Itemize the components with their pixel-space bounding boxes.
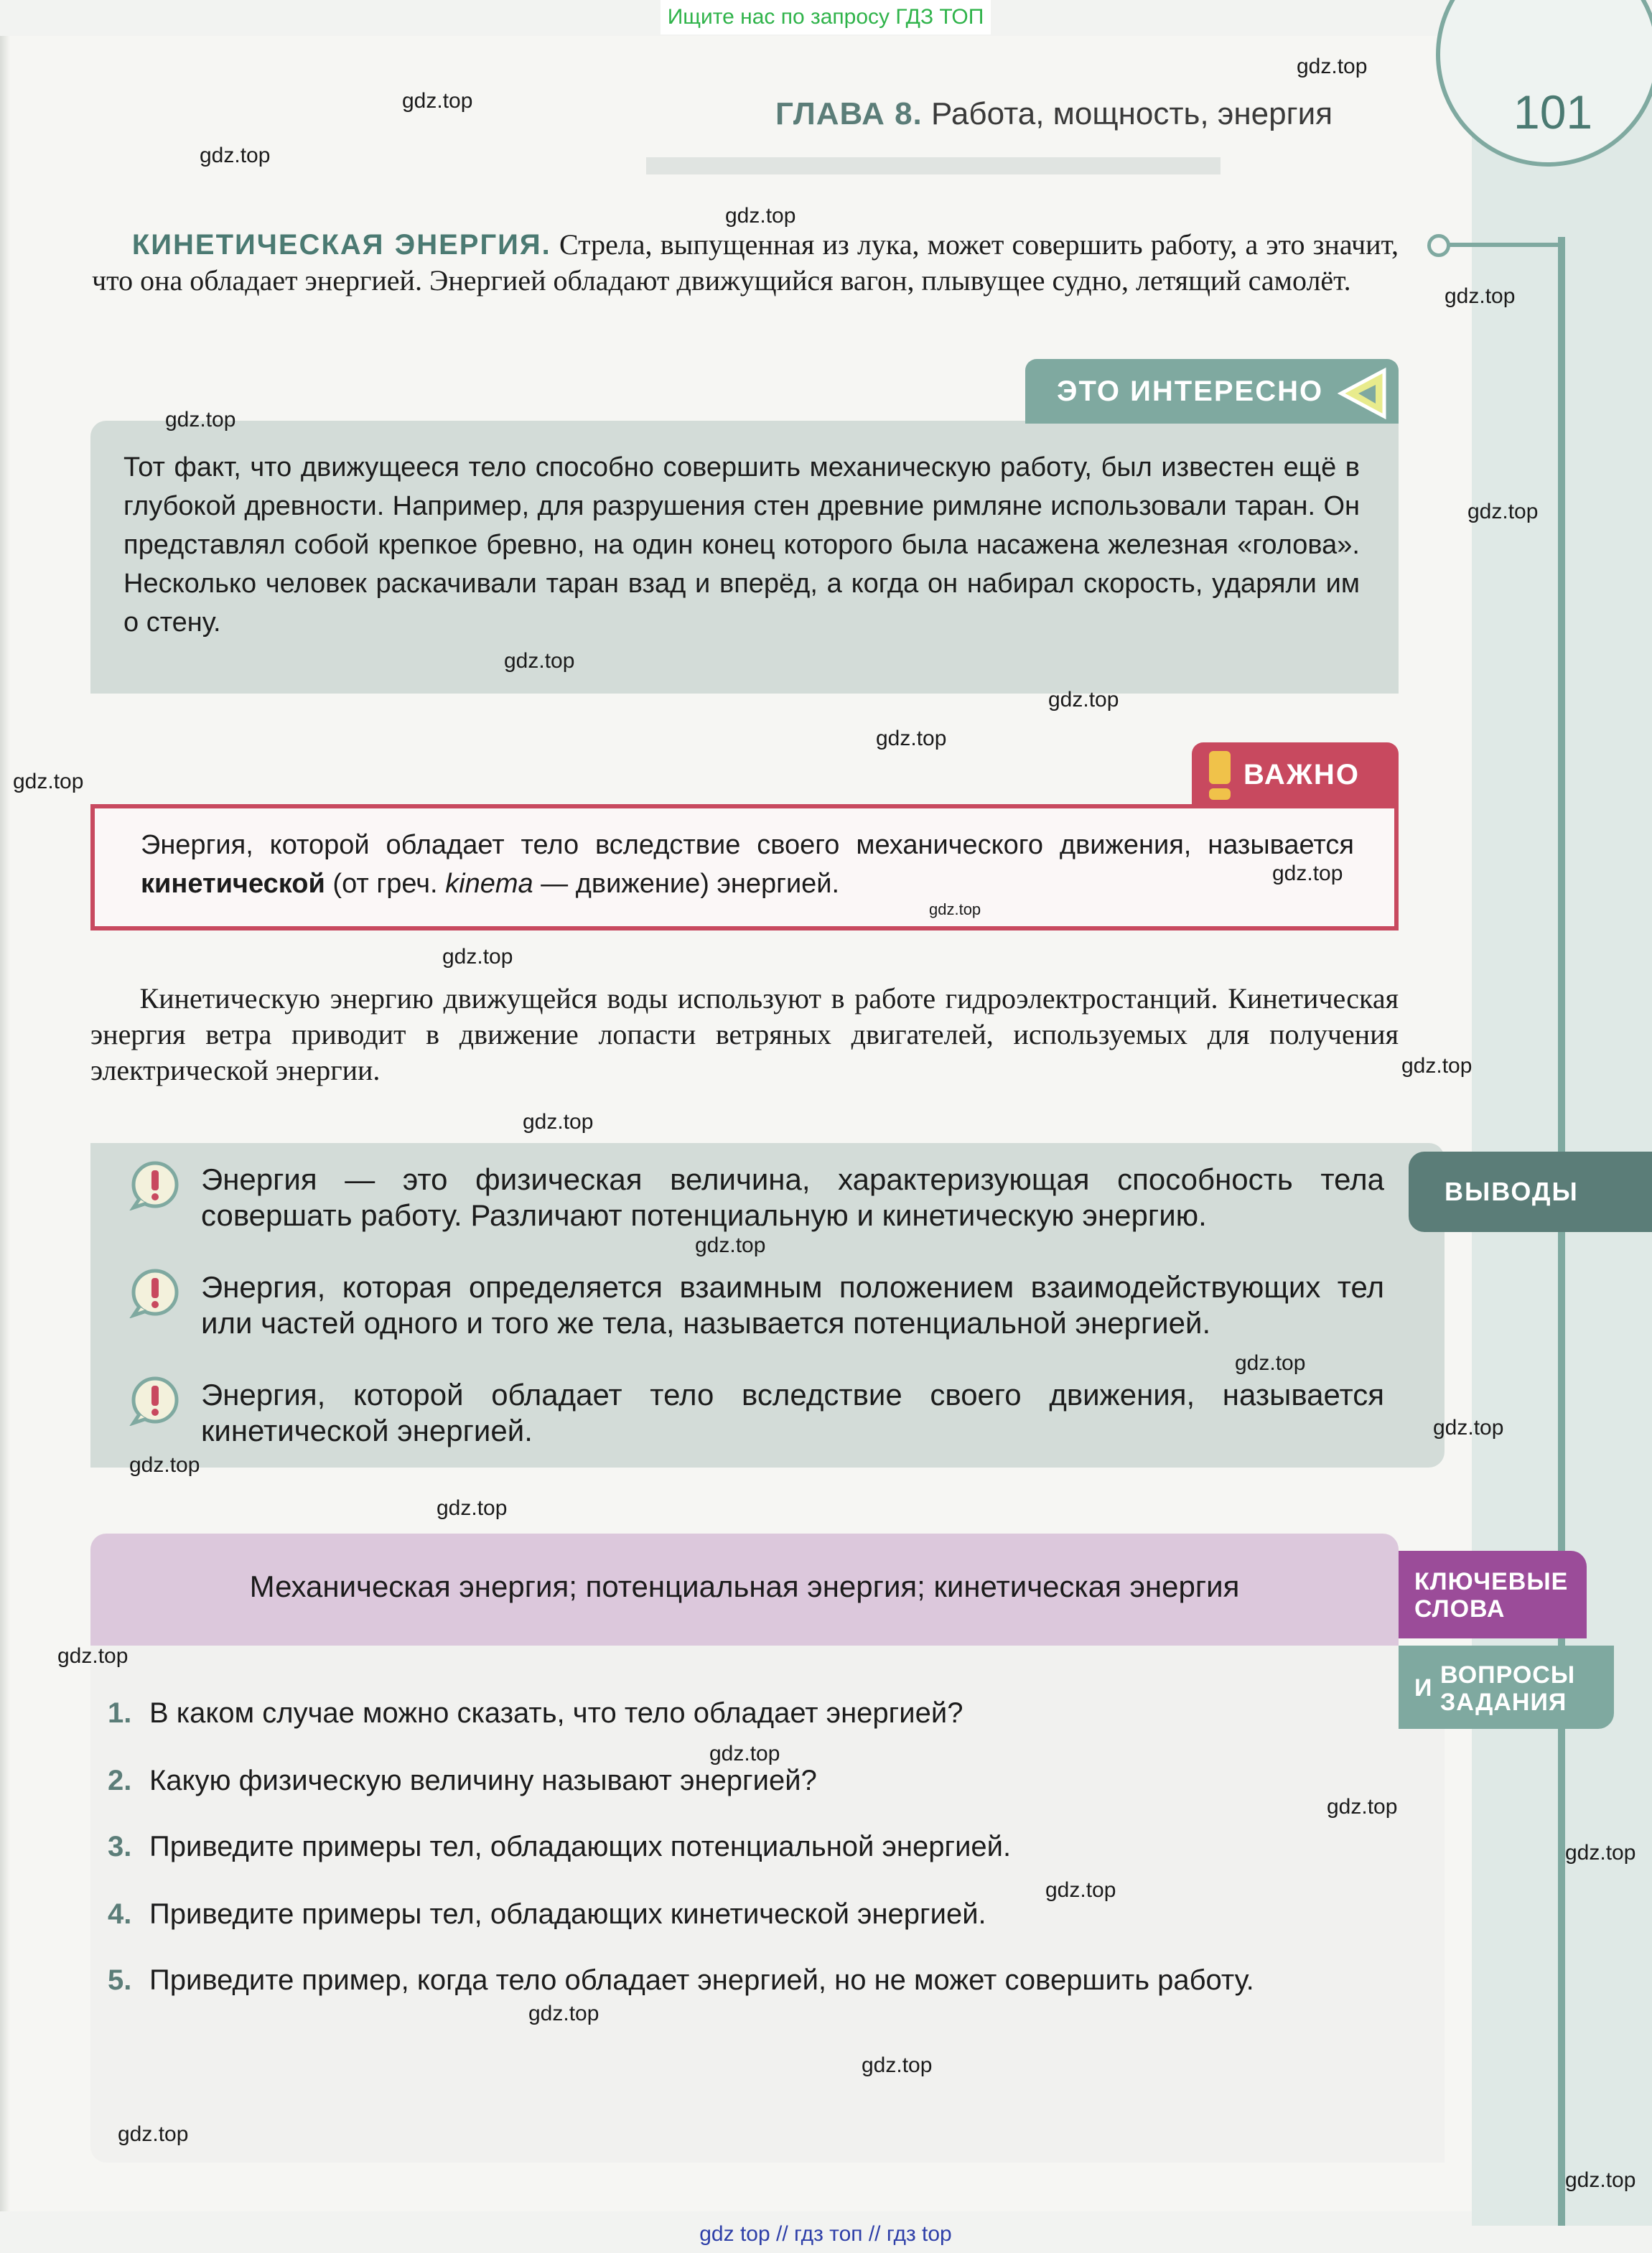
watermark: gdz.top xyxy=(1235,1351,1306,1375)
conclusion-item-3 xyxy=(129,1377,1384,1449)
important-tab-label: ВАЖНО xyxy=(1243,758,1360,790)
watermark: gdz.top xyxy=(1401,1054,1473,1078)
important-greek: kinema xyxy=(445,869,533,899)
question-text: Какую физическую величину называют энергией? xyxy=(149,1765,817,1796)
conclusion-item-2 xyxy=(129,1269,1384,1341)
watermark: gdz.top xyxy=(200,144,271,167)
watermark: gdz.top xyxy=(504,649,575,673)
keywords-tab-line2: СЛОВА xyxy=(1414,1595,1506,1623)
important-tab xyxy=(1192,742,1399,807)
conclusion-text-1: Энергия — это физическая величина, характеризующая способность тела совершать работу. Различают потенциальную и кинетическую энергию. xyxy=(201,1162,1384,1232)
important-text-middle: (от греч. xyxy=(325,869,446,899)
question-item-2 xyxy=(108,1760,1400,1801)
chapter-title: Работа, мощность, энергия xyxy=(931,96,1333,131)
watermark: gdz.top xyxy=(1467,500,1539,523)
top-banner[interactable]: Ищите нас по запросу ГДЗ ТОП xyxy=(661,0,991,34)
intro-heading: КИНЕТИЧЕСКАЯ ЭНЕРГИЯ. xyxy=(131,229,551,261)
question-text: В каком случае можно сказать, что тело обладает энергией? xyxy=(149,1697,963,1729)
watermark: gdz.top xyxy=(695,1233,766,1257)
intro-text: Стрела, выпущенная из лука, может совершить работу, а это значит, что она обладает энергией. Энергией обладают движущийся вагон, плывущее судно, летящий самолёт. xyxy=(92,228,1399,297)
watermark: gdz.top xyxy=(528,2002,599,2025)
watermark: gdz.top xyxy=(402,89,473,113)
conclusion-text-3: Энергия, которой обладает тело вследствие своего движения, называется кинетической энергией. xyxy=(201,1378,1384,1447)
important-text-after: — движение) энергией. xyxy=(533,869,840,899)
exclamation-bubble-icon xyxy=(129,1159,181,1211)
watermark: gdz.top xyxy=(1445,284,1516,308)
exclamation-icon xyxy=(1206,750,1235,801)
questions-tab xyxy=(1399,1646,1614,1729)
watermark: gdz.top xyxy=(1272,862,1343,885)
side-connector-dot xyxy=(1427,234,1450,257)
conclusion-item-1 xyxy=(129,1162,1384,1233)
questions-tab-words xyxy=(1440,1661,1575,1716)
paragraph-2 xyxy=(90,981,1399,1088)
conclusion-text-2: Энергия, которая определяется взаимным положением взаимодействующих тел или частей одного и того же тела, называется потенциальной энергией. xyxy=(201,1270,1384,1340)
watermark: gdz.top xyxy=(13,770,84,793)
question-item-5 xyxy=(108,1960,1400,2000)
side-connector-line xyxy=(1446,243,1561,247)
page-gutter-shadow xyxy=(0,36,10,2211)
question-text: Приведите примеры тел, обладающих кинетической энергией. xyxy=(149,1898,986,1930)
watermark: gdz.top xyxy=(876,727,947,750)
question-number: 4. xyxy=(108,1898,132,1930)
watermark: gdz.top xyxy=(1565,2168,1636,2192)
interesting-text: Тот факт, что движущееся тело способно совершить механическую работу, был известен ещё в глубокой древности. Например, для разрушения стен древние римляне использовали таран. Он представлял собой крепкое бревно, на один конец которого была насажена железная «голова». Несколько человек раскачивали таран взад и вперёд, а когда он набирал скорость, ударяли им о стену. xyxy=(123,452,1360,638)
question-number: 3. xyxy=(108,1831,132,1862)
bottom-banner[interactable]: gdz top // гдз топ // гдз top xyxy=(699,2222,952,2246)
questions-tab-line1: ВОПРОСЫ xyxy=(1440,1661,1576,1689)
intro-paragraph xyxy=(92,227,1399,299)
watermark: gdz.top xyxy=(1297,55,1368,78)
chapter-header xyxy=(775,96,1333,132)
keywords-tab xyxy=(1399,1551,1587,1638)
question-number: 5. xyxy=(108,1964,132,1996)
show-through-heading: ▬▬▬▬▬▬▬▬▬▬ xyxy=(646,123,1221,187)
important-text-before: Энергия, которой обладает тело вследствие своего механического движения, называется xyxy=(141,830,1354,860)
interesting-tab xyxy=(1025,359,1399,424)
watermark: gdz.top xyxy=(57,1644,129,1668)
conclusions-tab: ВЫВОДЫ xyxy=(1409,1152,1652,1232)
important-term: кинетической xyxy=(141,869,325,899)
watermark: gdz.top xyxy=(709,1742,780,1765)
watermark: gdz.top xyxy=(523,1110,594,1134)
watermark: gdz.top xyxy=(1327,1795,1398,1819)
watermark: gdz.top xyxy=(1565,1841,1636,1865)
triangle-icon xyxy=(1337,365,1391,419)
keywords-text: Механическая энергия; потенциальная энергия; кинетическая энергия xyxy=(249,1569,1240,1603)
watermark: gdz.top xyxy=(862,2053,933,2077)
questions-tab-line2: ЗАДАНИЯ xyxy=(1440,1689,1567,1716)
important-text xyxy=(141,826,1354,903)
page-number: 101 xyxy=(1513,85,1593,139)
exclamation-bubble-icon xyxy=(129,1374,181,1426)
chapter-label: ГЛАВА 8. xyxy=(775,96,923,131)
questions-tab-and: И xyxy=(1414,1674,1433,1702)
question-item-1 xyxy=(108,1693,1400,1733)
watermark: gdz.top xyxy=(437,1496,508,1520)
question-text: Приведите примеры тел, обладающих потенциальной энергией. xyxy=(149,1831,1012,1862)
question-number: 2. xyxy=(108,1765,132,1796)
watermark: gdz.top xyxy=(1045,1878,1116,1902)
watermark: gdz.top xyxy=(1048,688,1119,712)
watermark: gdz.top xyxy=(129,1453,200,1477)
question-item-4 xyxy=(108,1894,1400,1934)
exclamation-bubble-icon xyxy=(129,1267,181,1318)
question-number: 1. xyxy=(108,1697,132,1729)
paragraph-2-text: Кинетическую энергию движущейся воды используют в работе гидроэлектростанций. Кинетическая энергия ветра приводит в движение лопасти ветряных двигателей, используемых для получения электрической энергии. xyxy=(90,982,1399,1086)
question-text: Приведите пример, когда тело обладает энергией, но не может совершить работу. xyxy=(149,1964,1254,1996)
interesting-tab-label: ЭТО ИНТЕРЕСНО xyxy=(1057,375,1324,407)
watermark: gdz.top xyxy=(929,900,981,918)
keywords-tab-line1: КЛЮЧЕВЫЕ xyxy=(1414,1568,1569,1595)
question-item-3 xyxy=(108,1827,1400,1867)
watermark: gdz.top xyxy=(1433,1416,1504,1440)
watermark: gdz.top xyxy=(165,408,236,432)
watermark: gdz.top xyxy=(442,945,513,969)
watermark: gdz.top xyxy=(118,2122,189,2146)
watermark: gdz.top xyxy=(725,204,796,228)
